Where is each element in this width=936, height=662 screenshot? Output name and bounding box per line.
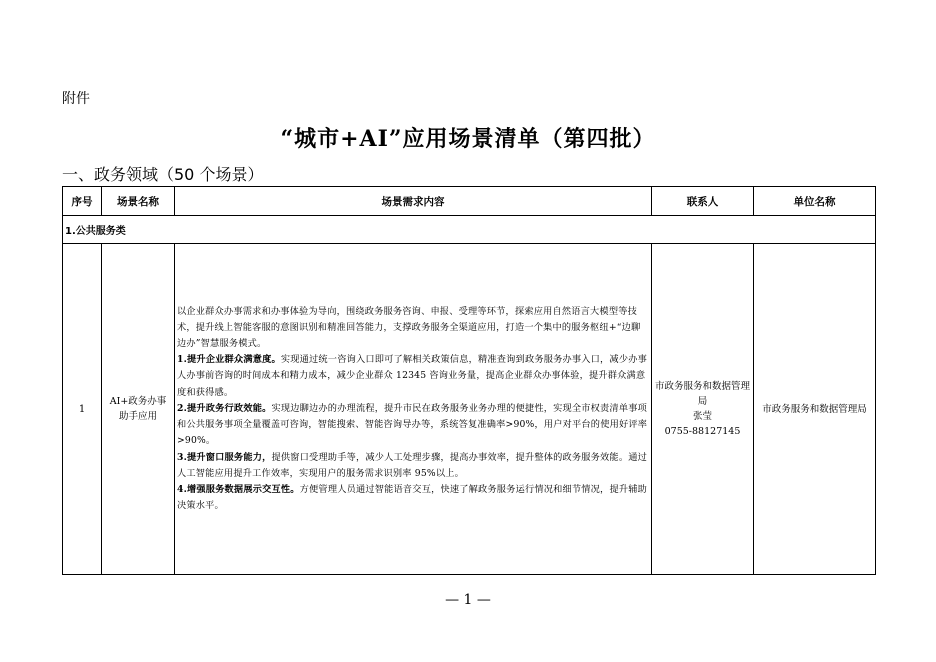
cell-unit: 市政务服务和数据管理局 [754,244,876,575]
page-number: — 1 — [445,592,491,608]
item-4-head: 4.增强服务数据展示交互性。 [177,483,300,495]
table-header-row [63,187,876,216]
category-label: 1.公共服务类 [63,216,876,244]
content-item-1 [177,352,649,401]
content-intro: 以企业群众办事需求和办事体验为导向，围绕政务服务咨询、申报、受理等环节，探索应用自然语言大模型等技术，提升线上智能客服的意图识别和精准回答能力，支撑政务服务全渠道应用，打造一个集中的服务枢纽+“边聊边办”智慧服务模式。 [177,305,641,350]
section-heading: 一、政务领域（50 个场景） [62,165,264,184]
header-name: 场景名称 [102,187,175,216]
content-item-3 [177,450,649,482]
header-contact: 联系人 [652,187,754,216]
item-1-text: 实现通过统一咨询入口即可了解相关政策信息，精准查询到政务服务办事入口，减少办事人办事前咨询的时间成本和精力成本，减少企业群众 12345 咨询业务量，提高企业群众办事体验，提升群众满意度和获得感。 [177,354,647,398]
item-2-head: 2.提升政务行政效能。 [177,402,272,414]
item-3-text: 提供窗口受理助手等，减少人工处理步骤，提高办事效率，提升整体的政务服务效能。通过人工智能应用提升工作效率，实现用户的服务需求识别率 95%以上。 [177,451,647,479]
item-1-head: 1.提升企业群众满意度。 [177,354,281,366]
header-seq: 序号 [63,187,102,216]
item-4-text: 方便管理人员通过智能语音交互，快速了解政务服务运行情况和细节情况，提升辅助决策水平。 [177,483,647,512]
cell-contact [652,244,754,575]
cell-seq: 1 [63,244,102,575]
content-item-2 [177,401,649,450]
contact-person: 张莹 [692,411,712,422]
contact-phone: 0755-88127145 [664,426,741,437]
attachment-label: 附件 [62,91,90,107]
cell-name: AI+政务办事助手应用 [102,244,175,575]
table-row [63,244,876,575]
item-2-text: 实现边聊边办的办理流程，提升市民在政务服务业务办理的便捷性，实现全市权责清单事项和公共服务事项全量覆盖可咨询，智能搜索、智能咨询导办等，系统答复准确率>90%，用户对平台的使用好评率>90%。 [177,402,648,447]
cell-content [175,244,652,575]
header-unit: 单位名称 [754,187,876,216]
header-content: 场景需求内容 [175,187,652,216]
content-item-4 [177,482,649,514]
category-row [63,216,876,244]
page-title: “城市+AI”应用场景清单（第四批） [280,126,656,152]
contact-org: 市政务服务和数据管理局 [654,381,750,407]
item-3-head: 3.提升窗口服务能力， [177,451,272,463]
scenario-table [62,186,876,575]
